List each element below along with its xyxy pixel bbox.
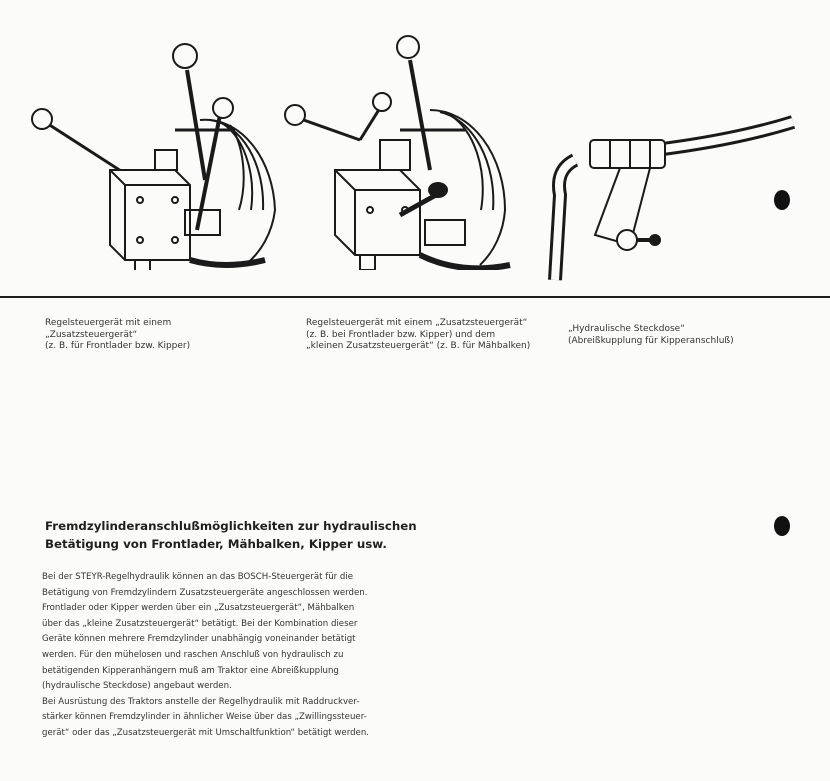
body-text [42,570,407,742]
body-line: Betätigung von Fremdzylindern Zusatzsteuergeräte angeschlossen werden. [42,587,368,598]
caption-figure-1 [45,318,190,353]
caption-figure-3 [568,324,734,347]
caption-line: (z. B. für Frontlader bzw. Kipper) [45,341,191,351]
body-line: gerät“ oder das „Zusatzsteuergerät mit Umschaltfunktion“ betätigt werden. [42,727,370,738]
body-line: Geräte können mehrere Fremdzylinder unabhängig voneinander betätigt [42,634,356,645]
body-line: werden. Für den mühelosen und raschen Anschluß von hydraulisch zu [42,649,344,660]
caption-figure-2 [306,318,530,353]
caption-line: (z. B. bei Frontlader bzw. Kipper) und dem [306,329,496,340]
body-line: Bei Ausrüstung des Traktors anstelle der Regelhydraulik mit Raddruckver- [42,696,360,707]
binder-hole [774,190,790,210]
figure-control-unit-single [25,30,285,270]
caption-line: „Hydraulische Steckdose“ [568,324,685,334]
section-divider [0,296,830,298]
body-line: Bei der STEYR-Regelhydraulik können an das BOSCH-Steuergerät für die [42,572,354,582]
caption-line: Regelsteuergerät mit einem [45,318,172,328]
body-line: Frontlader oder Kipper werden über ein „Zusatzsteuergerät“, Mähbalken [42,603,355,614]
figure-hydraulic-socket [535,30,800,295]
caption-line: (Abreißkupplung für Kipperanschluß) [568,335,734,346]
caption-line: „Zusatzsteuergerät“ [45,329,138,340]
heading-line: Fremdzylinderanschlußmöglichkeiten zur hydraulischen [45,519,417,533]
body-line: über das „kleine Zusatzsteuergerät“ betätigt. Bei der Kombination dieser [42,618,358,629]
section-heading [45,517,417,553]
caption-line: Regelsteuergerät mit einem „Zusatzsteuergerät“ [306,318,528,328]
body-line: stärker können Fremdzylinder in ähnlicher Weise über das „Zwillingssteuer- [42,712,367,723]
binder-hole [774,516,790,536]
figure-control-unit-double [280,30,530,270]
body-line: betätigenden Kipperanhängern muß am Traktor eine Abreißkupplung [42,665,339,676]
heading-line: Betätigung von Frontlader, Mähbalken, Kipper usw. [45,537,387,551]
caption-line: „kleinen Zusatzsteuergerät“ (z. B. für Mähbalken) [306,341,531,351]
body-line: (hydraulische Steckdose) angebaut werden. [42,681,232,692]
